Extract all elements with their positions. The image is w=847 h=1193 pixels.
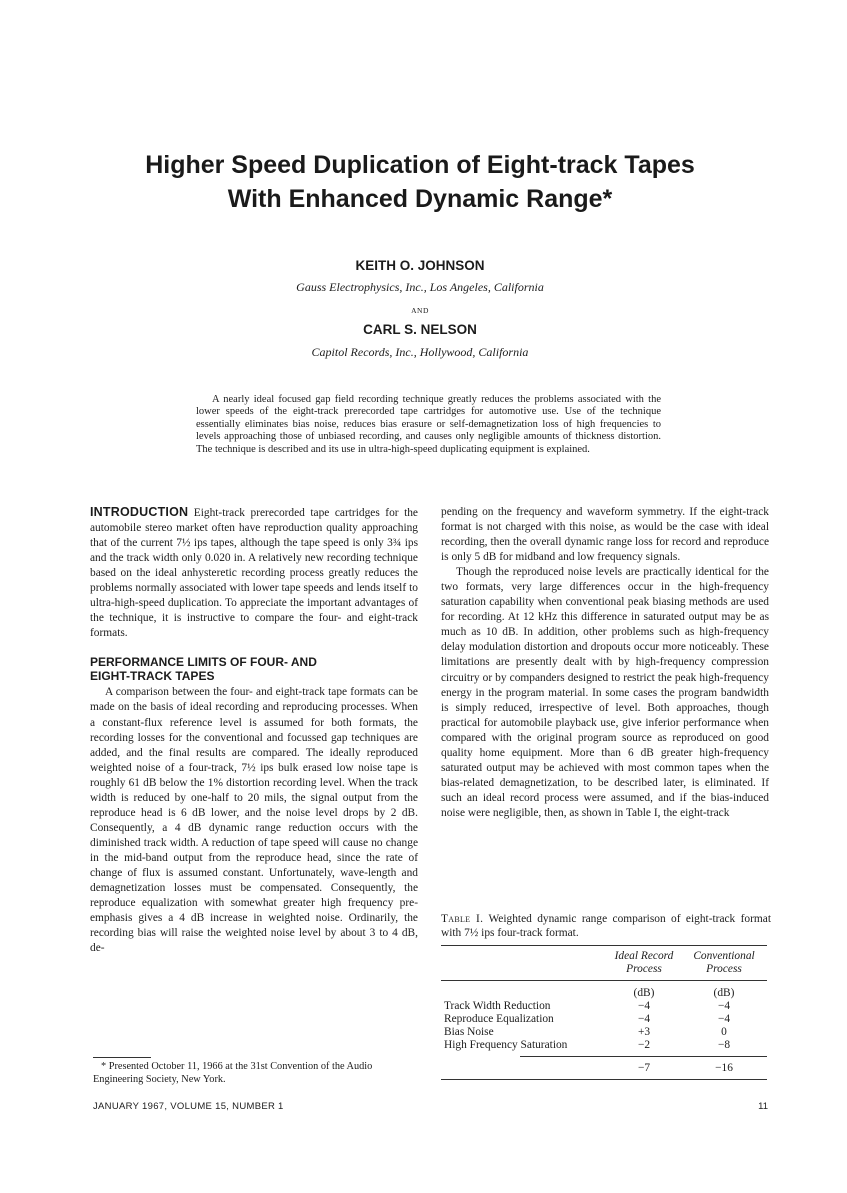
introduction-heading: INTRODUCTION [90,505,189,519]
right-column [441,505,769,821]
table-body [441,987,767,1052]
row-conventional-value: −8 [717,1039,731,1051]
author-name-2: CARL S. NELSON [363,322,477,337]
row-ideal-value: −4 [637,1013,651,1025]
footnote-rule [93,1057,151,1058]
table-header-rule [441,980,767,981]
footnote: * Presented October 11, 1966 at the 31st Convention of the Audio Engineering Society, New York. [93,1061,373,1085]
table-label: Table I. [441,913,484,925]
total-conventional: −16 [715,1062,733,1074]
introduction-paragraph [90,505,418,641]
title-line-2: With Enhanced Dynamic Range* [227,185,613,213]
right-paragraph-2: Though the reproduced noise levels are practically identical for the two formats, very large differences occur in the high-frequency saturation capability when conventional peak biasing methods are used for recording. At 12 kHz this difference in saturated output may be as much as 10 dB. In addition, other problems such as high-frequency delay modulation distortion and dropouts occur more noticeably. These limitations are presently dealt with by high-frequency compression circuitry or by companders designed to restrict the peak high-frequency energy in the program material. In some cases the program bandwidth is simply reduced, irrespective of level. Both approaches, though practical for automobile playback use, give inferior performance when compared with the original program source as reproduced on good quality home equipment. More than 6 dB greater high-frequency saturated output may be achieved with most common tapes when the bias-related demagnetization, to be described later, is eliminated. If such an ideal record process were assumed, and if the bias-induced noise were negligible, then, as shown in Table I, the eight-track [441,566,769,819]
units-conventional: (dB) [713,987,735,999]
units-ideal: (dB) [633,987,655,999]
table-row [441,1013,767,1026]
table-caption-text: Weighted dynamic range comparison of eight-track format with 7½ ips four-track format. [441,913,771,939]
author-name-1: KEITH O. JOHNSON [355,258,485,273]
header-ideal-line2: Process [626,963,662,975]
table-totals-row [441,1062,767,1075]
row-label: Reproduce Equalization [444,1013,554,1025]
table-row [441,1039,767,1052]
row-conventional-value: −4 [717,1013,731,1025]
section-heading-line-2: EIGHT-TRACK TAPES [90,669,215,684]
page-number: 11 [758,1101,768,1112]
introduction-text: Eight-track prerecorded tape cartridges for the automobile stereo market often have reproduction quality approaching that of the current 7½ ips tapes, although the tape speed is only 3¾ ips and the track width only 0.020 in. A relatively new recording technique based on the ideal anhysteretic recording process greatly reduces the problems normally associated with lower tape speeds and lends itself to ultra-high-speed duplication. To appreciate the important advantages of the technique, it is instructive to compare the four- and eight-track formats. [90,507,418,640]
row-ideal-value: −4 [637,1000,651,1012]
table-units-row [441,987,767,1000]
header-conventional-line2: Process [706,963,742,975]
header-conventional-line1: Conventional [693,950,755,962]
row-label: Bias Noise [444,1026,494,1038]
table-top-rule [441,945,767,946]
table-header-row-1 [441,950,767,963]
left-column [90,505,418,956]
author-affiliation-2: Capitol Records, Inc., Hollywood, California [311,345,529,359]
right-paragraph-1: pending on the frequency and waveform symmetry. If the eight-track format is not charged with this noise, as would be the case with ideal recording, then the overall dynamic range loss for record and reproduce is only 5 dB for midband and low frequency signals. [441,506,769,564]
section-paragraph: A comparison between the four- and eight-track tape formats can be made on the basis of ideal recording and reproducing processes. When a constant-flux reference level is assumed for both formats, the recording losses for the conventional and focussed gap techniques are added, and the final results are compared. The ideally reproduced weighted noise of a four-track, 7½ ips bulk erased low noise tape is roughly 61 dB below the 1% distortion recording level. When the track width is reduced by one-half to 20 mils, the signal output from the reproduce head is 6 dB lower, and the noise level drops by 2 dB. Consequently, a 4 dB dynamic range reduction occurs with the diminished track width. A reduction of tape speed will cause no change in the mid-band output from the reproduce head, since the rate of change of flux is assumed constant. Unfortunately, wave-length and demagnetization losses must be compensated. Consequently, the reproduce equalization with somewhat greater high frequency pre-emphasis gives a 4 dB increase in weighted noise. Ordinarily, the recording bias will raise the weighted noise level by about 3 to 4 dB, de- [90,686,418,955]
row-conventional-value: −4 [717,1000,731,1012]
table-header [441,950,767,976]
section-heading [90,655,418,683]
row-label: Track Width Reduction [444,1000,551,1012]
title-line-1: Higher Speed Duplication of Eight-track Tapes [145,151,695,179]
and-separator: AND [411,306,429,315]
total-ideal: −7 [637,1062,651,1074]
table-caption [441,912,771,940]
table-row [441,1026,767,1039]
abstract: A nearly ideal focused gap field recording technique greatly reduces the problems associated with the lower speeds of the eight-track prerecorded tape cartridges for automotive use. Use of the technique essentially eliminates bias noise, reduces bias erasure or self-demagnetization loss of high frequencies to levels approaching those of unbiased recording, and causes only negligible amounts of thickness distortion. The technique is described and its use in ultra-high-speed duplicating equipment is explained. [196,394,661,455]
section-heading-line-1: PERFORMANCE LIMITS OF FOUR- AND [90,655,317,670]
journal-issue: JANUARY 1967, VOLUME 15, NUMBER 1 [93,1101,284,1112]
header-ideal-line1: Ideal Record [614,950,674,962]
row-conventional-value: 0 [721,1026,727,1038]
paper-title [80,148,760,216]
table-header-row-2 [441,963,767,976]
row-ideal-value: −2 [637,1039,651,1051]
table-bottom-rule [441,1079,767,1080]
table-totals [441,1062,767,1075]
row-ideal-value: +3 [637,1026,651,1038]
table-sum-rule [520,1056,767,1057]
author-affiliation-1: Gauss Electrophysics, Inc., Los Angeles, California [296,280,544,294]
row-label: High Frequency Saturation [444,1039,568,1051]
table-row [441,1000,767,1013]
